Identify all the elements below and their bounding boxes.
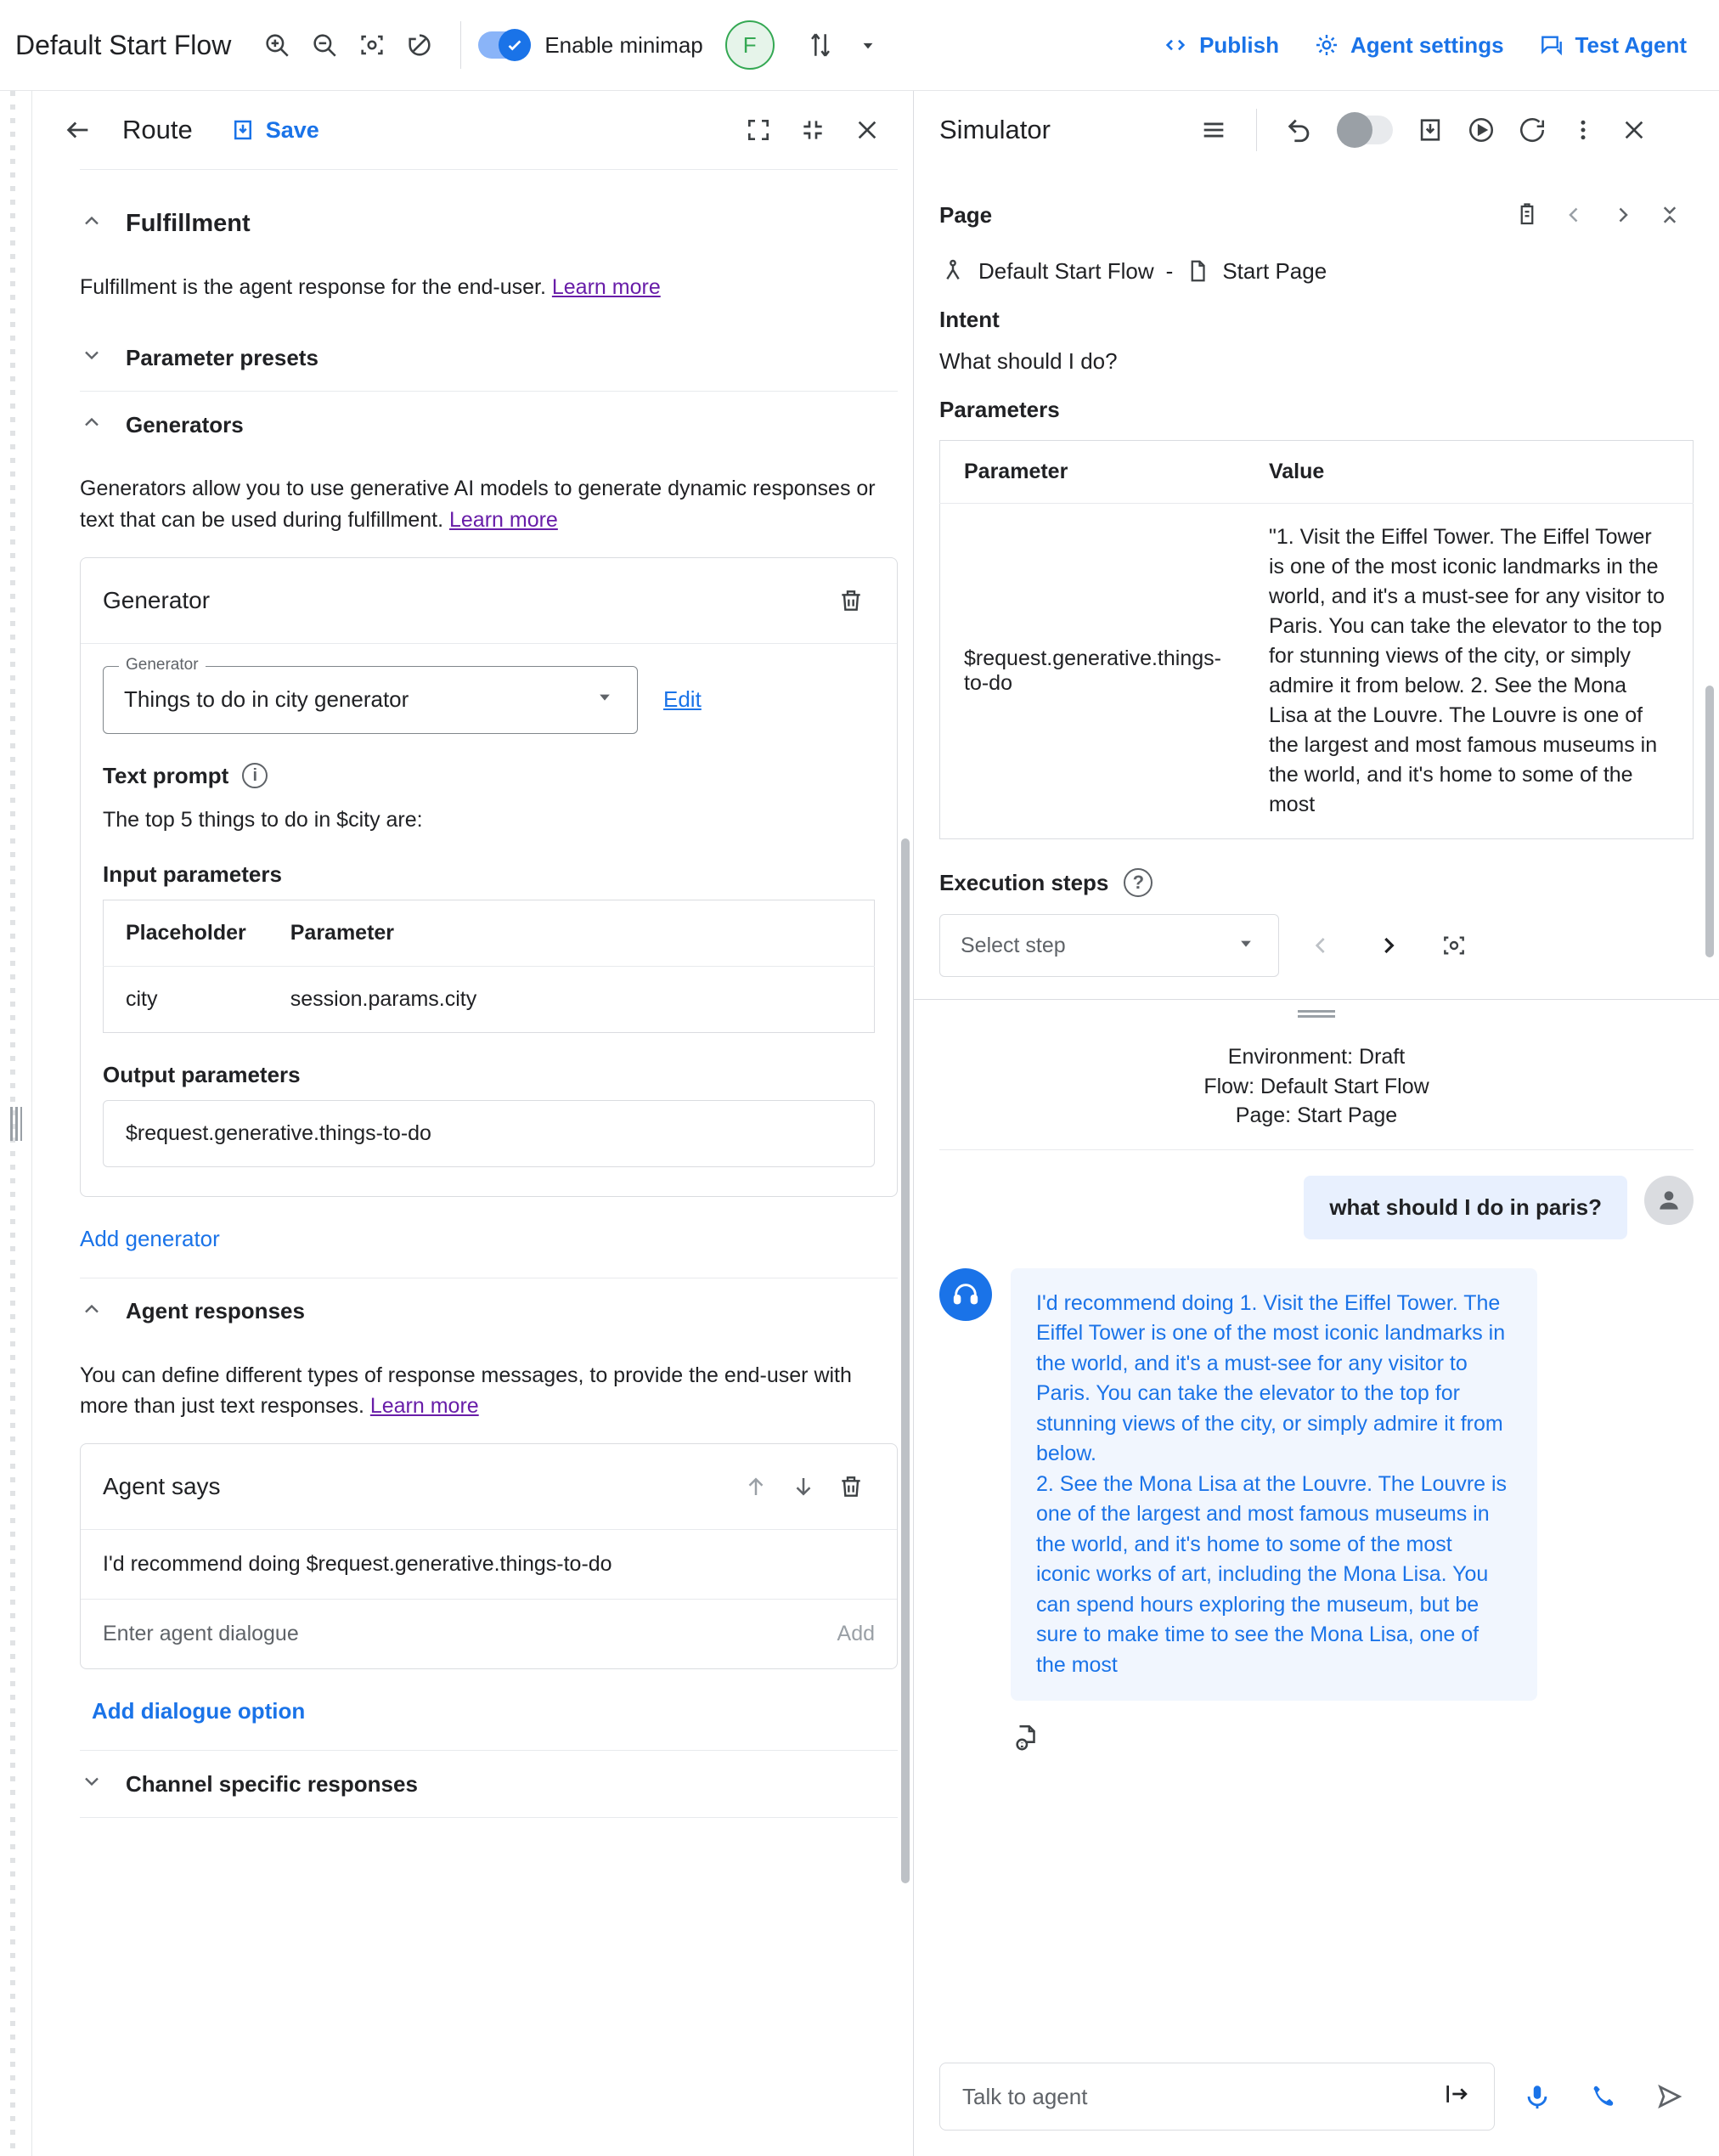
- toolbar-divider: [460, 21, 461, 69]
- trash-icon[interactable]: [827, 577, 875, 624]
- focus-icon[interactable]: [1430, 922, 1478, 969]
- toggle-track[interactable]: [478, 31, 531, 59]
- collapse-icon[interactable]: [789, 106, 837, 154]
- publish-button[interactable]: [1145, 31, 1296, 59]
- chevron-down-icon[interactable]: [844, 21, 892, 69]
- restart-icon[interactable]: [1508, 106, 1556, 154]
- cell-placeholder: city: [126, 986, 158, 1011]
- cell-parameter: session.params.city: [290, 986, 477, 1011]
- step-select-placeholder: Select step: [961, 933, 1066, 957]
- microphone-icon[interactable]: [1513, 2073, 1561, 2120]
- section-title: Generators: [126, 411, 244, 437]
- add-dialogue-option-button[interactable]: Add dialogue option: [92, 1698, 306, 1724]
- agent-settings-button[interactable]: [1296, 31, 1521, 59]
- route-panel-body: [80, 169, 898, 2156]
- section-parameter-presets[interactable]: [80, 325, 898, 391]
- page-breadcrumb: [939, 257, 1694, 285]
- expand-icon[interactable]: [735, 106, 782, 154]
- test-agent-label: Test Agent: [1575, 31, 1687, 58]
- input-parameters-label: Input parameters: [103, 861, 282, 887]
- rail-drag-handle[interactable]: [10, 1107, 22, 1141]
- text-prompt-value: The top 5 things to do in $city are:: [103, 807, 423, 832]
- agent-says-title: Agent says: [103, 1473, 221, 1500]
- composer: [914, 2040, 1719, 2156]
- simulator-divider: [1256, 109, 1257, 151]
- route-title: Route: [122, 115, 193, 144]
- route-panel: [32, 91, 914, 2156]
- generator-select-value: Things to do in city generator: [124, 686, 409, 713]
- edit-generator-link[interactable]: Edit: [663, 686, 702, 713]
- agent-message-paragraph-2: 2. See the Mona Lisa at the Louvre. The Louvre is one of the largest and most famous museums in the world, and it's home to some of the most iconic works of art, including the Mona Lisa. You can spend hours exploring the museum, but be sure to make time to see the Mona Lisa, one of the most: [1036, 1471, 1508, 1677]
- step-next-icon[interactable]: [1364, 922, 1412, 969]
- undo-icon[interactable]: [1276, 106, 1323, 154]
- agent-says-header: [81, 1444, 897, 1530]
- save-label: Save: [265, 116, 319, 143]
- intent-value: What should I do?: [939, 348, 1118, 374]
- flow-line: Flow: Default Start Flow: [1203, 1074, 1429, 1098]
- agent-message-paragraph-1: I'd recommend doing 1. Visit the Eiffel Tower. The Eiffel Tower is one of the most iconic landmarks in the world, and it's a must-see for any visitor to Paris. You can take the elevator to the top for stunning views of the city, or simply admire it from below.: [1036, 1290, 1506, 1465]
- save-button[interactable]: [230, 117, 319, 144]
- user-avatar-icon: [1644, 1176, 1694, 1225]
- text-prompt-label-text: Text prompt: [103, 762, 229, 788]
- learn-more-link[interactable]: Learn more: [448, 507, 558, 532]
- session-info: [939, 1022, 1694, 1150]
- generator-card-title: Generator: [103, 586, 211, 613]
- paper-plane-icon[interactable]: [1646, 2073, 1694, 2120]
- send-arrow-icon[interactable]: [1443, 2080, 1472, 2114]
- main-area: [0, 91, 1719, 2156]
- learn-more-link[interactable]: Learn more: [551, 275, 661, 299]
- table-header-row: [104, 900, 875, 966]
- agent-responses-description-text: You can define different types of response messages, to provide the end-user with more than just text responses.: [80, 1363, 852, 1418]
- resize-bar: [1298, 1010, 1335, 1013]
- close-icon[interactable]: [1610, 106, 1658, 154]
- section-channel-specific-responses[interactable]: [80, 1751, 898, 1817]
- arrow-down-icon[interactable]: [780, 1463, 827, 1510]
- output-parameter-input[interactable]: $request.generative.things-to-do: [103, 1100, 875, 1167]
- generators-description: [80, 473, 895, 535]
- text-prompt-label: [103, 763, 875, 789]
- page-name: Start Page: [1222, 257, 1327, 284]
- page-icon: [1185, 258, 1210, 284]
- chat-icon: [1538, 31, 1565, 59]
- step-select[interactable]: [939, 914, 1279, 977]
- cell-parameter: $request.generative.things-to-do: [964, 646, 1221, 695]
- column-header-placeholder: Placeholder: [104, 900, 268, 966]
- test-agent-button[interactable]: [1521, 31, 1704, 59]
- agent-says-card: [80, 1443, 898, 1669]
- cell-value: "1. Visit the Eiffel Tower. The Eiffel Tower is one of the most iconic landmarks in the world, and it's a must-see for any visitor to Paris. You can take the elevator to the top for stunning views of the city, or simply admire it from below. 2. See the Mona Lisa at the Louvre. The Louvre is one of the largest and most famous museums in the world, and it's home to some of the most: [1268, 525, 1665, 816]
- section-fulfillment[interactable]: [80, 190, 898, 257]
- generator-card-body: [81, 644, 897, 1196]
- play-icon[interactable]: [1457, 106, 1505, 154]
- simulator-state-section: [914, 169, 1719, 1000]
- generator-select[interactable]: [103, 655, 638, 734]
- check-icon: [499, 29, 531, 61]
- generator-select-row: [103, 655, 875, 734]
- output-parameters-label: Output parameters: [103, 1061, 301, 1087]
- execution-step-controls: [939, 914, 1694, 977]
- intent-label: Intent: [939, 307, 1000, 332]
- environment-line: Environment: Draft: [1227, 1045, 1406, 1069]
- phone-icon[interactable]: [1580, 2073, 1627, 2120]
- flow-icon: [939, 257, 967, 285]
- avatar[interactable]: F: [725, 20, 775, 70]
- zoom-in-icon[interactable]: [253, 21, 301, 69]
- chevron-down-icon: [80, 1769, 104, 1798]
- learn-more-link[interactable]: Learn more: [369, 1394, 479, 1418]
- parameters-table: [939, 440, 1694, 839]
- chevron-left-icon[interactable]: [1551, 191, 1598, 239]
- add-generator-button[interactable]: Add generator: [80, 1225, 220, 1251]
- chevron-up-icon: [80, 1297, 104, 1326]
- generator-card: [80, 557, 898, 1197]
- minimap-label: Enable minimap: [544, 31, 703, 58]
- publish-label: Publish: [1199, 31, 1279, 58]
- execution-steps-label: Execution steps: [939, 869, 1109, 895]
- talk-to-agent-input[interactable]: [939, 2063, 1495, 2131]
- section-title: Agent responses: [126, 1298, 305, 1324]
- generator-select-legend: Generator: [119, 656, 206, 674]
- page-label: Page: [939, 201, 993, 228]
- vertical-scrollbar[interactable]: [901, 838, 910, 1883]
- fit-to-screen-icon[interactable]: [348, 21, 396, 69]
- agent-responses-description: [80, 1360, 895, 1422]
- table-header-row: [940, 441, 1694, 504]
- page-section-label-row: [939, 191, 1694, 239]
- page-line: Page: Start Page: [1235, 1103, 1398, 1127]
- agent-message-text: [1011, 1268, 1537, 1702]
- agent-dialogue-placeholder: Enter agent dialogue: [103, 1622, 299, 1646]
- agent-message: [939, 1268, 1694, 1702]
- section-title: Channel specific responses: [126, 1770, 418, 1797]
- add-dialogue-inline-button[interactable]: Add: [837, 1622, 875, 1646]
- chevron-up-icon: [80, 209, 104, 238]
- simulator-toggle[interactable]: [1337, 116, 1393, 144]
- route-panel-header: [32, 91, 913, 169]
- table-row: [104, 966, 875, 1032]
- canvas-rail: [0, 91, 32, 2156]
- response-details-icon[interactable]: [1012, 1723, 1694, 1757]
- table-row: [940, 504, 1694, 839]
- agent-settings-label: Agent settings: [1350, 31, 1504, 58]
- chevron-right-icon[interactable]: [1598, 191, 1646, 239]
- top-toolbar: [0, 0, 1719, 91]
- parameters-label: Parameters: [939, 397, 1060, 422]
- zoom-out-icon[interactable]: [301, 21, 348, 69]
- user-message: [939, 1176, 1694, 1239]
- agent-avatar-icon: [939, 1268, 992, 1321]
- generator-card-header: [81, 558, 897, 644]
- back-arrow-icon[interactable]: [54, 106, 102, 154]
- close-icon[interactable]: [843, 106, 891, 154]
- section-title: Parameter presets: [126, 344, 318, 370]
- divider: [80, 1817, 898, 1818]
- agent-response-text[interactable]: I'd recommend doing $request.generative.things-to-do: [81, 1530, 897, 1600]
- toggle-knob: [1337, 112, 1372, 148]
- composer-placeholder: Talk to agent: [962, 2083, 1088, 2109]
- chevron-down-icon: [1234, 931, 1258, 961]
- page-title: Default Start Flow: [15, 29, 232, 60]
- chevron-down-icon: [593, 685, 617, 714]
- agent-dialogue-input-row[interactable]: [81, 1600, 897, 1668]
- sort-arrows-icon[interactable]: [797, 21, 844, 69]
- fulfillment-description: [80, 272, 895, 302]
- reset-view-icon[interactable]: [396, 21, 443, 69]
- save-session-icon[interactable]: [1406, 106, 1454, 154]
- section-title: Fulfillment: [126, 209, 251, 237]
- simulator-header: [914, 91, 1719, 169]
- info-icon[interactable]: i: [242, 763, 268, 788]
- code-icon: [1162, 31, 1189, 59]
- section-generators[interactable]: [80, 392, 898, 458]
- arrow-up-icon[interactable]: [732, 1463, 780, 1510]
- help-icon[interactable]: ?: [1124, 868, 1153, 897]
- gear-icon: [1313, 31, 1340, 59]
- generators-description-text: Generators allow you to use generative AI models to generate dynamic responses or text that can be used during fulfillment.: [80, 477, 876, 532]
- step-prev-icon[interactable]: [1298, 922, 1345, 969]
- chevron-up-icon: [80, 410, 104, 439]
- execution-steps-label-row: [939, 868, 1694, 897]
- input-parameters-table: [103, 900, 875, 1033]
- vertical-scrollbar[interactable]: [1705, 686, 1714, 957]
- fulfillment-description-text: Fulfillment is the agent response for the end-user.: [80, 275, 546, 299]
- trash-icon[interactable]: [827, 1463, 875, 1510]
- breadcrumb-separator: -: [1165, 257, 1174, 284]
- column-header-parameter: Parameter: [268, 900, 875, 966]
- flow-name: Default Start Flow: [978, 257, 1154, 284]
- panel-resize-handle[interactable]: [914, 1000, 1719, 1022]
- more-vertical-icon[interactable]: [1559, 106, 1607, 154]
- simulator-title: Simulator: [939, 115, 1051, 144]
- simulator-panel: [914, 91, 1719, 2156]
- column-header-value: Value: [1245, 441, 1694, 504]
- save-icon: [230, 117, 256, 143]
- chevron-down-icon: [80, 343, 104, 372]
- column-header-parameter: Parameter: [940, 441, 1245, 504]
- section-agent-responses[interactable]: [80, 1278, 898, 1345]
- minimap-toggle[interactable]: [478, 31, 702, 59]
- conversation-area: [914, 1022, 1719, 2040]
- user-message-text: what should I do in paris?: [1304, 1176, 1627, 1239]
- clipboard-icon[interactable]: [1503, 191, 1551, 239]
- collapse-vertical-icon[interactable]: [1646, 191, 1694, 239]
- list-view-icon[interactable]: [1190, 106, 1237, 154]
